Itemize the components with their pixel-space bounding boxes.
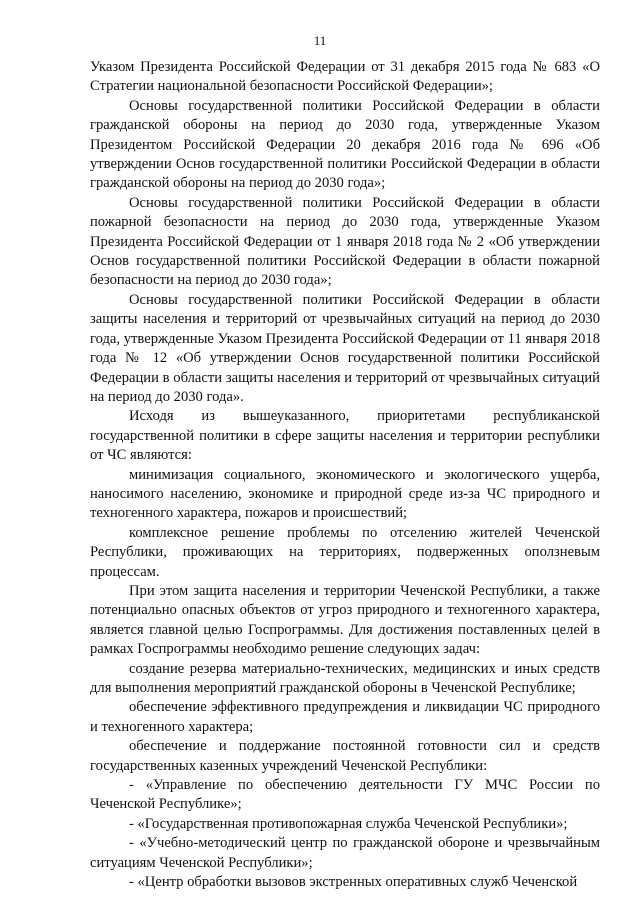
paragraph: Исходя из вышеуказанного, приоритетами республиканской государственной политики в сфере защиты населения и территории республики от ЧС являются: xyxy=(90,408,600,464)
list-item: комплексное решение проблемы по отселению жителей Чеченской Республики, проживающих на территориях, подверженных оползневым процессам. xyxy=(90,524,600,580)
list-item: создание резерва материально-технических, медицинских и иных средств для выполнения мероприятий гражданской обороны в Чеченской Республике; xyxy=(90,660,600,696)
list-item: - «Государственная противопожарная служба Чеченской Республики»; xyxy=(129,815,568,832)
list-item: - «Учебно-методический центр по гражданской обороне и чрезвычайным ситуациям Чеченской Республики»; xyxy=(90,835,600,871)
paragraph: Основы государственной политики Российской Федерации в области пожарной безопасности на период до 2030 года, утвержденные Указом Президента Российской Федерации от 1 января 2018 года № 2 «Об утверждении Основ государственной политики Российской Федерации в области пожарной безопасности на период до 2030 года»; xyxy=(90,194,600,289)
list-item: обеспечение эффективного предупреждения и ликвидации ЧС природного и техногенного характера; xyxy=(90,699,600,735)
list-item: - «Центр обработки вызовов экстренных оперативных служб Чеченской xyxy=(129,874,578,891)
list-item: минимизация социального, экономического и экологического ущерба, наносимого населению, экономике и природной среде из-за ЧС природного и техногенного характера, пожаров и происшествий; xyxy=(90,466,600,522)
list-item: - «Управление по обеспечению деятельности ГУ МЧС России по Чеченской Республике»; xyxy=(90,777,600,813)
paragraph: Указом Президента Российской Федерации от 31 декабря 2015 года № 683 «О Стратегии национальной безопасности Российской Федерации»; xyxy=(90,59,600,95)
page-number: 11 xyxy=(313,33,327,48)
paragraph: Основы государственной политики Российской Федерации в области защиты населения и территорий от чрезвычайных ситуаций на период до 2030 года, утвержденные Указом Президента Российской Федерации от 11 января 2018 года № 12 «Об утверждении Основ государственной политики Российской Федерации в области защиты населения и территорий от чрезвычайных ситуаций на период до 2030 года». xyxy=(90,291,600,405)
document-body xyxy=(90,58,600,892)
paragraph: Основы государственной политики Российской Федерации в области гражданской обороны на период до 2030 года, утвержденные Указом Президентом Российской Федерации 20 декабря 2016 года № 696 «Об утверждении Основ государственной политики Российской Федерации в области гражданской обороны на период до 2030 года»; xyxy=(90,97,600,192)
list-item: обеспечение и поддержание постоянной готовности сил и средств государственных казенных учреждений Чеченской Республики: xyxy=(90,738,600,774)
paragraph: При этом защита населения и территории Чеченской Республики, а также потенциально опасных объектов от угроз природного и техногенного характера, является главной целью Госпрограммы. Для достижения поставленных целей в рамках Госпрограммы необходимо решение следующих задач: xyxy=(90,582,600,658)
